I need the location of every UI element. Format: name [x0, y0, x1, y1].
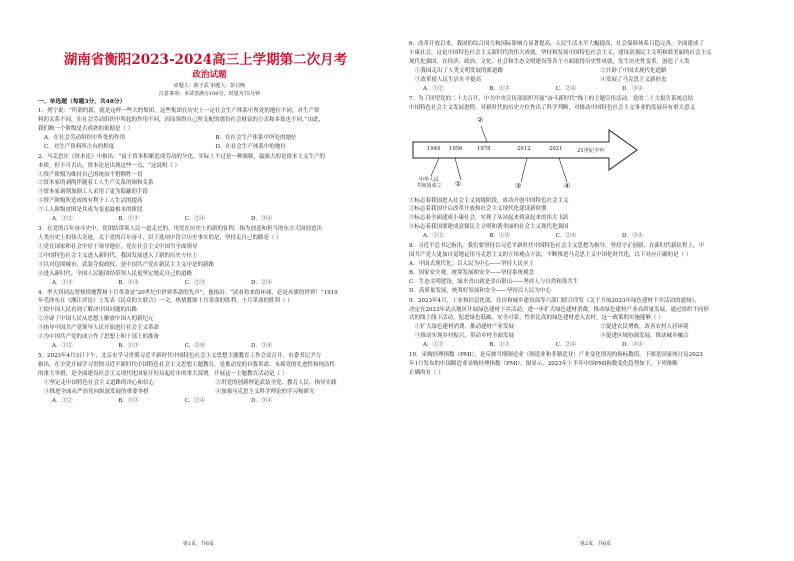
exam-subtitle: 政治试题 — [192, 70, 227, 80]
q5-item: ②用党的创新理论武装全党、教育人民、指导实践 — [215, 379, 337, 386]
q2-item: ①资产阶级为维持自己的统治不惜牺牲一切 — [38, 171, 143, 178]
timeline-diagram — [409, 116, 780, 194]
option[interactable]: C．②④ — [184, 397, 206, 404]
q5-item: ③推进全面从严治党向纵深发展的重要举措 — [44, 388, 149, 395]
q4-item: ①使中国人民看到了解决中国问题的出路 — [38, 307, 138, 314]
q10-stem: 10．采购经理指数（PMI），是反映当期制造业（制造业和非制造业）产业变化情况的指标数值。下图是国家统计局2023 — [409, 352, 703, 359]
q2-stem: 本质。但不可否认，资本论是出现这些一点，“这说明（ ） — [38, 162, 181, 169]
q9-stem: 决定在2023年试点地区开展绿色建材下乡活动，进一步扩大绿色建材消费，推动绿色建材产业高质量发展，通过组织不同形 — [409, 306, 710, 313]
option[interactable]: D．②④ — [251, 279, 272, 286]
option[interactable]: B．①④ — [118, 279, 139, 286]
option[interactable]: B．①③ — [489, 342, 510, 349]
option[interactable]: A．①② — [52, 342, 73, 349]
exam-notes: 注意事项：本试卷满分100分，时量为75分钟 — [159, 91, 260, 97]
q3-options — [38, 279, 272, 288]
timeline-year: 2021 — [549, 145, 563, 152]
q5-items — [38, 379, 381, 397]
right-page — [397, 0, 794, 561]
q7-item: ①标志着我国进入社会主义初级阶段，成功开创中国特色社会主义 — [409, 197, 569, 204]
q3-item: ①党在国家和社会中居于领导地位，党在社会主义中国当全面领导 — [38, 243, 198, 250]
q8-stem: 8．习近平总书记指出，我们要坚持以习近平新时代中国特色社会主义思想为指导，坚持守正创新，在新时代新征程上，中 — [409, 243, 705, 250]
exam-title: 湖南省衡阳2023-2024高三上学期第二次月考 — [63, 52, 348, 68]
q6-items — [409, 67, 780, 85]
q2-item: ⑤工人阶级贫困是其成为变更最根本的阶段 — [38, 207, 143, 214]
q9-stem: 9．2023年4月，工业和信息化部、住房和城乡建设部等六部门联合印发《关于开展2023年绿色建材下乡活动的通知》， — [409, 297, 700, 304]
timeline-year: 1956 — [449, 145, 463, 152]
q1-stem: 1．列宁说：“所谓的新，就是这样一些大的集团，这些集团在历史上一定社会生产体系中所处的地位不同，对生产资 — [38, 108, 320, 114]
q5-item: ④加强马克思主义科学理论的学习和研究 — [215, 388, 315, 395]
q4-item: ③指导中国共产党领导人民开始进行社会主义革命 — [38, 325, 160, 332]
option[interactable]: C．②④ — [555, 233, 577, 240]
option[interactable]: A．①② — [423, 342, 444, 349]
option[interactable]: C．②③ — [184, 279, 206, 286]
q2-options — [38, 215, 272, 224]
option[interactable]: B．①③ — [489, 85, 510, 92]
option[interactable]: B．在社会生产体系中所处的地位 — [215, 134, 297, 141]
q3-item: ②中国特色社会主义进入新时代，我国发展进入了新的历史方位上 — [38, 252, 198, 259]
section-heading: 一、单选题（每题3分，共48分） — [38, 99, 126, 105]
option[interactable]: D．③④ — [622, 342, 643, 349]
q10-stem: 正确的有（ ） — [409, 370, 444, 377]
q9-item: ③推动实现乡村振兴，带动乡村全面发展 — [415, 333, 515, 340]
option[interactable]: C．对生产资料所占有的程度 — [44, 143, 115, 150]
option[interactable]: C．②④ — [555, 85, 577, 92]
q6-item: ③改革使人民生活水平提高 — [415, 76, 482, 83]
q6-stem: 小康社会，这是中国特色社会主义新时代的伟大成就。坚持和发展中国特色社会主义，建设富强民主文明和谐美丽的社会主义 — [409, 49, 712, 56]
q1-stem: 我们断一个阶级是否成熟的依据是（ ） — [38, 125, 134, 132]
option[interactable]: A．①③ — [52, 279, 73, 286]
timeline-marker: ① — [455, 179, 462, 188]
option[interactable]: A．在社会劳动组织中所处的作用 — [44, 134, 125, 141]
option[interactable]: D．③④ — [251, 216, 272, 223]
timeline-year: 1949 — [427, 145, 441, 152]
option[interactable]: B．①③ — [489, 233, 510, 240]
option[interactable]: A．中国式现代化，以人民为中心——坚持人民至上 — [409, 260, 534, 267]
option[interactable]: A．①② — [423, 85, 444, 92]
q7-item: ④标志着我国要建成富强民主文明和谐美丽的社会主义现代化强国 — [409, 224, 569, 231]
q6-options — [409, 85, 643, 94]
q4-stem: 4．李大钊同志曾热情地赞扬十月革命是“20世纪中世界革命的先声”，他指出：“试看将来的环球，必是赤旗的世界！”1919 — [38, 289, 338, 296]
q3-stem: 3．在党的百年奋斗史中，党团结带领人民一道走过的，用党在历史上的新的征程，指为创造和担当的东方大国创造出 — [38, 226, 323, 233]
q1-stem: 料的关系不同，在社会劳动组织中所起的作用不同，因而领得自己所支配的那份社会财富的方式和多寡也不同。”由此， — [38, 116, 325, 123]
q10-stem: 年1月发布的中国制造业采购经理指数（PMI）。图显示，2023年上半年中国PMI指数变化趋势如下，下列推断 — [409, 361, 678, 368]
timeline-year: 2012 — [517, 145, 531, 152]
q3-stem: 人类历史上的伟大奇迹。关于党的百年奋斗，以下选项中符合历史事实的是，坚持走自己的路是（ ） — [38, 234, 282, 241]
q9-item: ①扩大绿色建材消费，推动建材产业发展 — [415, 324, 515, 331]
q3-item: ④进入新时代，全国人民能团结带领人民更坚定地走自己的道路 — [38, 270, 193, 277]
timeline-marker: ② — [477, 115, 484, 124]
q5-stem: 5．2023年4月3日下午，北京市学习贯彻习近平新时代中国特色社会主义思想主题教育工作会议召开。市委书记尹力 — [38, 352, 321, 359]
option[interactable]: B．①③ — [118, 397, 139, 404]
timeline-note: 中华人民 共和国成立 — [416, 176, 442, 189]
q4-item: ②开辟了中国人民从思想上解放中国人的新纪元 — [38, 316, 154, 323]
q7-stem: 7．为了回望党的二十大召开，中共中央宣传部组织开展“奋斗新时代”线上的主题宣传活动，党的二十大报告系统总结 — [409, 95, 694, 102]
q2-stem: 2．马克思在《资本论》中指出：“由于资本积累造成劳动的分化，实际上不过是一种强制，最强大的是资本主义生产的 — [38, 153, 325, 160]
q5-stem: 的重大举措，是全面建设社会主义现代化国家开好局起好步的重大部署。开展这一主题教育活动是（ ） — [38, 370, 288, 377]
option[interactable]: D．高质量发展，统筹好发展和安全——坚持以人民为中心 — [409, 287, 551, 294]
option[interactable]: D．③④ — [622, 233, 643, 240]
q6-stem: 现代化强国，在经济、政治、文化、社会和生态文明建设等各个方面取得历史性成就，发生历史性变革，创造了人类 — [409, 58, 690, 65]
option[interactable]: D．③④ — [622, 85, 643, 92]
exam-authors: 命题人：陈子武 审题人：彭日晚 — [173, 83, 246, 89]
q9-item: ②促进农民增收，改善农村人居环境 — [600, 324, 689, 331]
q9-item: ④促进区域协调发展，推动城乡融合 — [600, 333, 689, 340]
option[interactable]: D．③④ — [251, 342, 272, 349]
q4-options — [38, 342, 272, 351]
q2-item: ④资产阶级所造成的有利于工人生活的提高 — [38, 198, 143, 205]
option[interactable]: A．①② — [52, 216, 73, 223]
q5-options — [38, 397, 272, 406]
q6-stem: 6．改革开放以来，我国的综合国力和国际影响力显著提高，人民生活水平大幅提高，社会保障体系日趋完善，全面建成了 — [409, 41, 705, 47]
option[interactable]: B．国家安全观，统筹发展和安全——坚持系统观念 — [409, 269, 535, 276]
option[interactable]: C．②④ — [184, 342, 206, 349]
page-footer: 第2页，共6页 — [579, 541, 612, 547]
page-footer: 第1页，共6页 — [182, 541, 215, 547]
option[interactable]: C．生态文明建设，绿水青山就是金山银山——坚持人与自然和谐共生 — [409, 278, 579, 285]
q5-stem: 指出，在全党开展学习贯彻习近平新时代中国特色社会主义思想主题教育，是推动党的自我革命、永葆党的先进性和纯洁性 — [38, 361, 336, 368]
q4-stem: 年毛泽东在《湘江评论》上发表《民众的大联合》一文，热情歌颂十月革命的胜利。十月革命的胜利（ ） — [38, 298, 293, 305]
option[interactable]: B．①③ — [118, 216, 139, 223]
q3-item: ③以对包围城市、武装夺取政权，是中国共产党在新民主主义中是的新路 — [38, 261, 215, 268]
q4-item: ④为中国共产党的成立作了思想上和干部上的准备 — [38, 334, 160, 341]
option[interactable]: C．②④ — [555, 342, 577, 349]
q7-options — [409, 232, 643, 241]
option[interactable]: A．①② — [423, 233, 444, 240]
option[interactable]: D．在社会生产体系中的地位 — [215, 143, 286, 150]
q7-item: ②标志着我国开启改革开放和社会主义现代化建设新时期 — [409, 206, 547, 213]
q6-item: ②开辟了中国式现代化道路 — [600, 67, 667, 74]
option[interactable]: A．①② — [52, 397, 73, 404]
option[interactable]: C．②④ — [184, 216, 206, 223]
q2-item: ②资本家的剥削伴随着工人生产关系的调和关系 — [38, 180, 154, 187]
timeline-marker: ③ — [515, 181, 522, 190]
option[interactable]: D．③④ — [251, 397, 272, 404]
q9-items — [409, 323, 780, 341]
timeline-year: 1978 — [477, 145, 491, 152]
q9-options — [409, 341, 643, 350]
q6-item: ①我国走出了人类文明发展的新道路 — [415, 67, 504, 74]
option[interactable]: B．①③ — [118, 342, 139, 349]
q2-item: ③资本家剥削加剧工人采用了更为隐蔽的手段 — [38, 189, 149, 196]
timeline-year: 21世纪中叶 — [577, 147, 605, 154]
timeline-marker: ④ — [564, 181, 571, 190]
q5-item: ①坚定走中国特色社会主义道路的决心和信心 — [44, 379, 155, 386]
q9-stem: 式的线上线下活动，促进绿色低碳、安全可靠、性价比高的绿色建材进入农村，这一政策的实施能够（ ） — [409, 315, 664, 322]
q8-stem: 国共产党人更加自觉地运用马克思主义的立场观点方法，不断推进马克思主义中国化时代化，以下对应正确的是（ ） — [409, 252, 692, 259]
q1-options — [38, 134, 381, 152]
q6-item: ④发展了马克思主义新形态 — [600, 76, 667, 83]
q7-item: ③标志着全面建成小康社会，实现了从站起来到富起来的伟大飞跃 — [409, 215, 569, 222]
q7-stem: 中国特色社会主义发展进程，对新时代的历史方位作出了科学判断，对推动中国特色社会主义事业的发展具有重大意义 — [409, 104, 696, 111]
